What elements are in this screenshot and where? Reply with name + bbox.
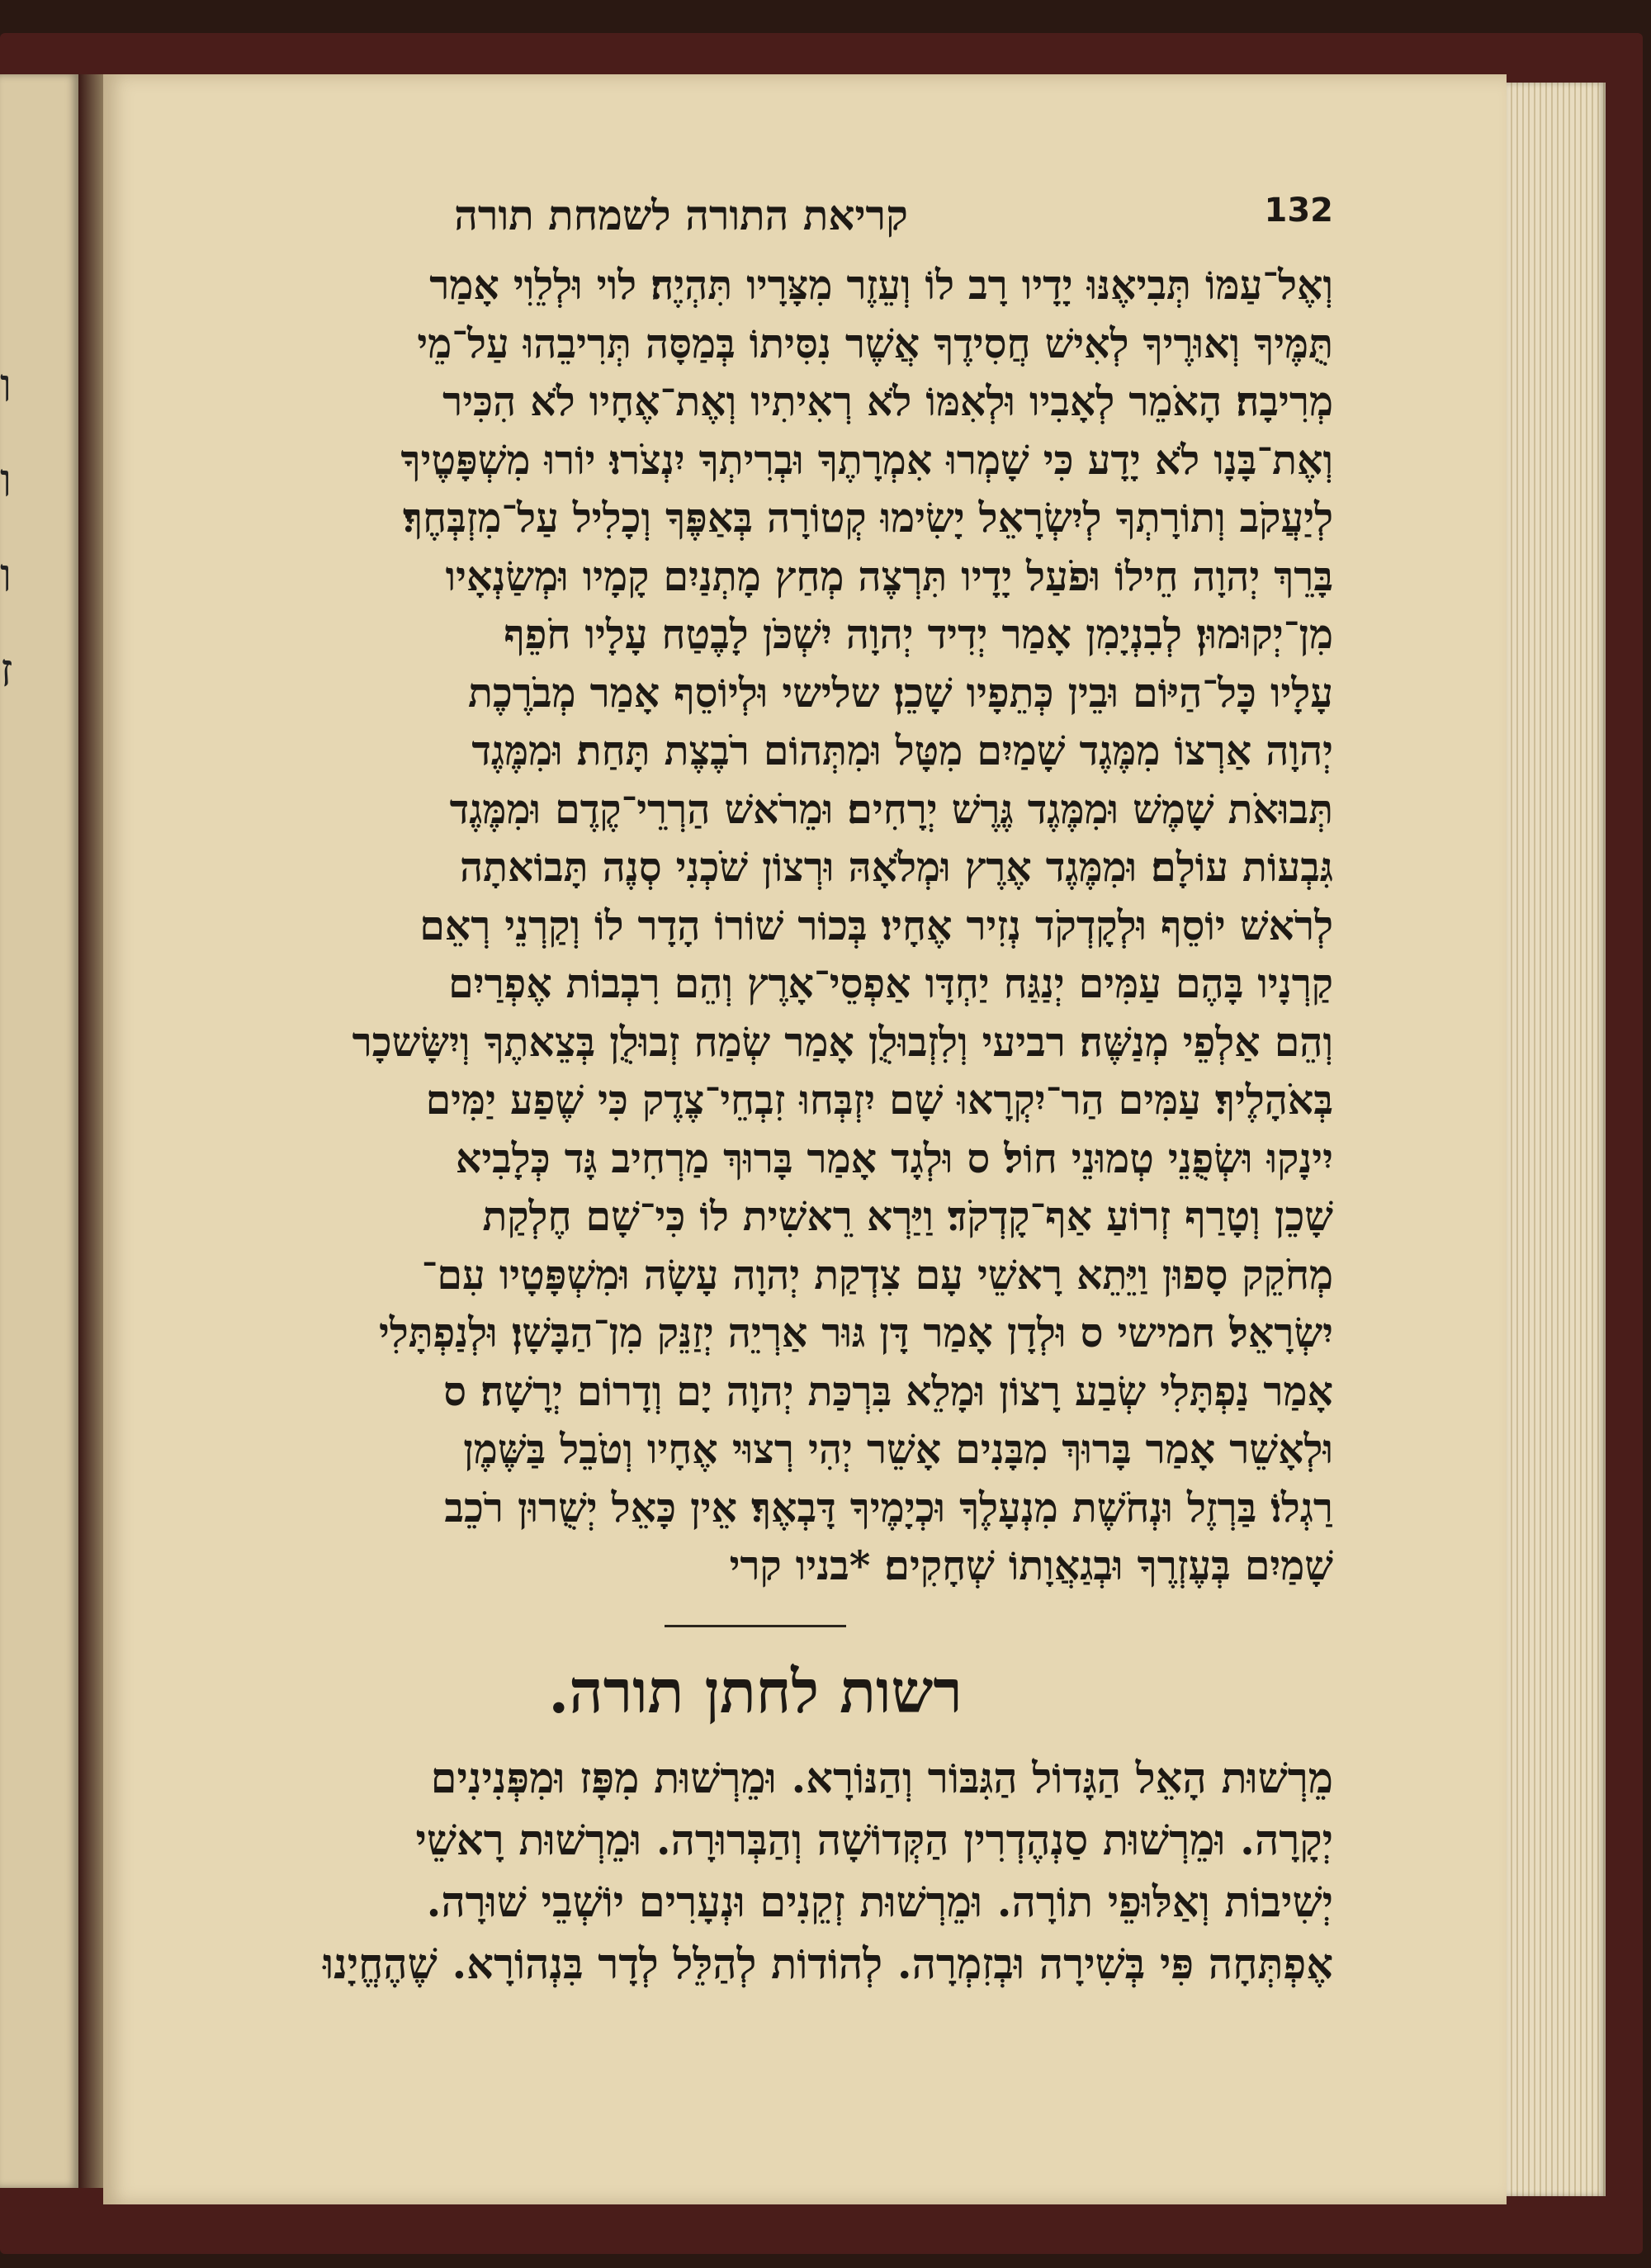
left-page-mark: ו	[0, 454, 12, 508]
section-title: רשות לחתן תורה.	[548, 1655, 963, 1726]
torah-text	[177, 256, 1333, 1595]
page-number: 132	[1264, 192, 1333, 230]
text-line: שָׁכֵן וְטָרַף זְרוֹעַ אַף־קָדְקֹד׃ וַיַּרְא רֵאשִׁית לוֹ כִּי־שָׁם חֶלְקַת	[482, 1192, 1333, 1240]
text-line: שָׁמַיִם בְּעֶזְרֶךָ וּבְגַאֲוָתוֹ שְׁחָקִים׃ *בניו קרי	[729, 1541, 1333, 1589]
text-line: תְּבוּאֹת שָׁמֶשׁ וּמִמֶּגֶד גֶּרֶשׁ יְרָחִים׃ וּמֵרֹאשׁ הַרְרֵי־קֶדֶם וּמִמֶּגֶד	[449, 784, 1333, 833]
text-line: יִינָקוּ וּשְׂפֻנֵי טְמוּנֵי חוֹל׃ ס וּלְגָד אָמַר בָּרוּךְ מַרְחִיב גָּד כְּלָבִיא	[455, 1134, 1333, 1182]
left-page-mark: ו	[0, 549, 12, 603]
left-page-mark: ו	[0, 359, 12, 413]
text-line: מִן־יְקוּמוּן׃ לְבִנְיָמִן אָמַר יְדִיד יְהוָה יִשְׁכֹּן לָבֶטַח עָלָיו חֹפֵף	[504, 610, 1333, 658]
left-page-marks	[0, 339, 25, 718]
left-page-edge	[0, 74, 78, 2188]
text-line: לְיַעֲקֹב וְתוֹרָתְךָ לְיִשְׂרָאֵל יָשִׂימוּ קְטוֹרָה בְּאַפֶּךָ וְכָלִיל עַל־מִזְבְּחֶךָ׃	[403, 494, 1333, 542]
text-line: יְקָרָה. וּמֵרְשׁוּת סַנְהֶדְרִין הַקְּדוֹשָׁה וְהַבְּרוּרָה. וּמֵרְשׁוּת רָאשֵׁי	[415, 1815, 1333, 1865]
text-line: אָמַר נַפְתָּלִי שְׂבַע רָצוֹן וּמָלֵא בִּרְכַּת יְהוָה יָם וְדָרוֹם יְרָשָׁה׃ ס	[443, 1366, 1333, 1415]
text-line: וּלְאָשֵׁר אָמַר בָּרוּךְ מִבָּנִים אָשֵׁר יְהִי רְצוּי אֶחָיו וְטֹבֵל בַּשֶּׁמֶן	[463, 1425, 1333, 1473]
text-line: גִּבְעוֹת עוֹלָם׃ וּמִמֶּגֶד אֶרֶץ וּמְלֹאָהּ וּרְצוֹן שֹׁכְנִי סְנֶה תָּבוֹאתָה	[459, 843, 1333, 891]
text-line: תֻּמֶּיךָ וְאוּרֶיךָ לְאִישׁ חֲסִידֶךָ אֲשֶׁר נִסִּיתוֹ בְּמַסָּה תְּרִיבֵהוּ עַל־מֵי	[417, 319, 1333, 367]
text-line: עָלָיו כָּל־הַיּוֹם וּבֵין כְּתֵפָיו שָׁכֵן׃ שלישי וּלְיוֹסֵף אָמַר מְבֹרֶכֶת	[467, 668, 1333, 717]
text-line: בְּאֹהָלֶיךָ׃ עַמִּים הַר־יִקְרָאוּ שָׁם יִזְבְּחוּ זִבְחֵי־צֶדֶק כִּי שֶׁפַע יַמִּים	[425, 1076, 1333, 1124]
book-gutter	[78, 74, 103, 2188]
text-line: וְהֵם אַלְפֵי מְנַשֶּׁה׃ רביעי וְלִזְבוּלֻן אָמַר שְׂמַח זְבוּלֻן בְּצֵאתֶךָ וְיִשָּׂשכָר	[352, 1017, 1333, 1066]
prayer-text	[177, 1748, 1333, 1996]
text-line: יִשְׂרָאֵל׃ חמישי ס וּלְדָן אָמַר דָּן גּוּר אַרְיֵה יְזַנֵּק מִן־הַבָּשָׁן׃ וּלְנַפְתָּלִי	[378, 1309, 1333, 1357]
text-line: בָּרֵךְ יְהוָה חֵילוֹ וּפֹעַל יָדָיו תִּרְצֶה מְחַץ מָתְנַיִם קָמָיו וּמְשַׂנְאָיו	[445, 552, 1333, 600]
text-line: וְאֶל־עַמּוֹ תְּבִיאֶנּוּ יָדָיו רָב לוֹ וְעֵזֶר מִצָּרָיו תִּהְיֶה׃ לוי וּלְלֵוִי אָמַר	[429, 261, 1333, 309]
text-line: מְרִיבָה׃ הָאֹמֵר לְאָבִיו וּלְאִמּוֹ לֹא רְאִיתִיו וְאֶת־אֶחָיו לֹא הִכִּיר	[442, 377, 1333, 425]
running-head: קריאת התורה לשמחת תורה	[454, 190, 908, 239]
page-content	[177, 173, 1333, 1996]
left-page-mark: ז	[0, 644, 13, 698]
text-line: קַרְנָיו בָּהֶם עַמִּים יְנַגַּח יַחְדָּו אַפְסֵי־אָרֶץ וְהֵם רִבְבוֹת אֶפְרַיִם	[448, 959, 1333, 1007]
text-line: לְרֹאשׁ יוֹסֵף וּלְקָדְקֹד נְזִיר אֶחָיו׃ בְּכוֹר שׁוֹרוֹ הָדָר לוֹ וְקַרְנֵי רְאֵם	[419, 901, 1333, 949]
page-stack-edge	[1507, 83, 1606, 2196]
text-line: וְאֶת־בָּנָו לֹא יָדָע כִּי שָׁמְרוּ אִמְרָתֶךָ וּבְרִיתְךָ יִנְצֹרוּ׃ יוֹרוּ מִשְׁפָּטֶיךָ	[400, 435, 1333, 484]
text-line: אֶפְתְּחָה פִּי בְּשִׁירָה וּבְזִמְרָה. לְהוֹדוֹת לְהַלֵּל לְדָר בִּנְהוֹרָא. שֶׁהֶחֱיָנוּ	[323, 1939, 1333, 1989]
text-line: יְשִׁיבוֹת וְאַלּוּפֵי תוֹרָה. וּמֵרְשׁוּת זְקֵנִים וּנְעָרִים יוֹשְׁבֵי שׁוּרָה.	[426, 1877, 1333, 1927]
text-line: רַגְלוֹ׃ בַּרְזֶל וּנְחֹשֶׁת מִנְעָלֶךָ וּכְיָמֶיךָ דָּבְאֶךָ׃ אֵין כָּאֵל יְשֻׁרוּן רֹכֵב	[444, 1483, 1333, 1532]
text-line: מֵרְשׁוּת הָאֵל הַגָּדוֹל הַגִּבּוֹר וְהַנּוֹרָא. וּמֵרְשׁוּת מִפָּז וּמִפְּנִינִים	[430, 1753, 1333, 1803]
page-header	[177, 173, 1333, 256]
text-line: יְהוָה אַרְצוֹ מִמֶּגֶד שָׁמַיִם מִטָּל וּמִתְּהוֹם רֹבֶצֶת תָּחַת׃ וּמִמֶּגֶד	[471, 727, 1333, 774]
text-line: מְחֹקֵק סָפוּן וַיֵּתֵא רָאשֵׁי עָם צִדְקַת יְהוָה עָשָׂה וּמִשְׁפָּטָיו עִם־	[421, 1250, 1333, 1299]
section-divider	[665, 1625, 846, 1627]
